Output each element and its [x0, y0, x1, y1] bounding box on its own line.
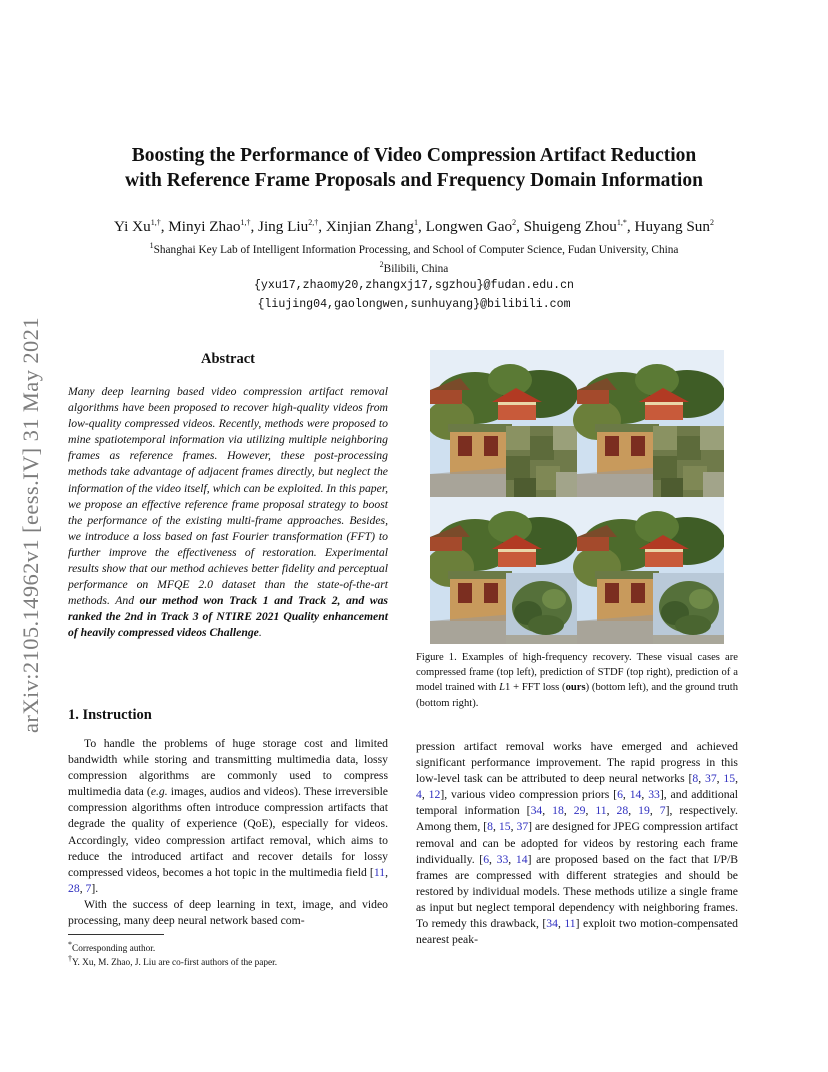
paragraph: With the success of deep learning in text, image, and video processing, many deep neural network based com-	[68, 897, 388, 928]
affiliation-1: $^1$Shanghai Key Lab of Intelligent Information Processing, and School of Computer Science, Fudan University, China	[149, 241, 679, 256]
author: Xinjian Zhang$^1$	[325, 218, 418, 236]
title-line-2: with Reference Frame Proposals and Frequency Domain Information	[125, 170, 703, 191]
footnote-1: *Corresponding author.	[68, 940, 156, 955]
figure-1-caption: Figure 1. Examples of high-frequency recovery. These visual cases are compressed frame (top left), prediction of STDF (top right), prediction of a model trained with L1 + FFT loss (ours) (bottom left), and the ground truth (bottom right).	[416, 652, 739, 709]
arxiv-id: arXiv:2105.14962v1 [eess.IV] 31 May 2021	[18, 317, 43, 733]
author: Jing Liu$^{2,\dagger}$	[258, 218, 319, 236]
author: Minyi Zhao$^{1,\dagger}$	[168, 218, 251, 236]
author: Longwen Gao$^2$	[425, 218, 517, 236]
title-line-1: Boosting the Performance of Video Compression Artifact Reduction	[131, 145, 697, 166]
author-list: Yi $Xu^{1,\dagger}$, Minyi Zhao$^{1,\dagger}$, Jing Liu$^{2,\dagger}$, Xinjian Zhang$^1$, Longwen Gao$^2$, Shuigeng Zhou$^{1,*}$, Huyang Sun$^2$	[113, 218, 714, 236]
abstract-heading: Abstract	[201, 351, 255, 367]
right-column-body: pression artifact removal works have emerged and achieved significant performance improvement. The rapid progress in this low-level task can be attributed to deep neural networks [8, 37, 15, 4, 12], various video compression priors [6, 14, 33], and additional temporal information [34, 18, 29, 11, 28, 19, 7], respectively. Among them, [8, 15, 37] are designed for JPEG compression artifact removal and can be adopted for videos by restoring each frame individually. [6, 33, 14] are proposed based on the fact that I/P/B frames are compressed with different strategies and should be restored by individual models. These methods utilize a single frame as input but neglect temporal dependency with neighboring frames. To remedy this drawback, [34, 11] exploit two motion-compensated nearest peak-	[416, 740, 739, 947]
author: Yi $Xu^{1,\dagger}$	[113, 218, 161, 236]
affiliation-2: $^2$Bilibili, China	[379, 260, 449, 275]
section-heading: 1. Instruction	[68, 707, 152, 723]
email-bilibili: {liujing04,gaolongwen,sunhuyang}@bilibili.com	[257, 298, 571, 311]
arxiv-stamp	[14, 280, 48, 770]
email-fudan: {yxu17,zhaomy20,zhangxj17,sgzhou}@fudan.edu.cn	[253, 279, 575, 292]
abstract-body: Many deep learning based video compression artifact removal algorithms have been proposed to recover high-quality videos from low-quality compressed videos. Recently, methods were proposed to mine spatiotemporal information via utilizing multiple neighboring frames as reference frames. However, these post-processing methods take advantage of adjacent frames directly, but neglect the information of the video itself, which can be exploited. In this paper, we propose an effective reference frame proposal strategy to boost the performance of the existing multi-frame approaches. Besides, we introduce a loss based on fast Fourier transformation (FFT) to further improve the effectiveness of restoration. Experimental results show that our method achieves better fidelity and perceptual performance on MFQE 2.0 dataset than the state-of-the-art methods. And our method won Track 1 and Track 2, and was ranked the 2nd in Track 3 of NTIRE 2021 Quality enhancement of heavily compressed videos Challenge.	[68, 385, 388, 640]
author: Shuigeng Zhou$^{1,*}$	[523, 218, 627, 236]
footnote-2: †Y. Xu, M. Zhao, J. Liu are co-first authors of the paper.	[68, 954, 278, 969]
section-body	[68, 736, 388, 929]
footnote-rule	[68, 934, 164, 935]
paragraph: To handle the problems of huge storage cost and limited bandwidth while storing and transmitting multimedia data, lossy compression algorithms are commonly used to compress multimedia data (e.g. images, audios and videos). These irreversible compression algorithms often introduce compression artifacts that degrade the quality of experience (QoE), especially for videos. Accordingly, video compression artifact removal, which aims to reduce the introduced artifact and recover details for lossy compressed videos, becomes a hot topic in the multimedia field [11, 28, 7].	[68, 737, 388, 895]
figure-1-image	[430, 350, 724, 644]
author: Huyang Sun$^2$	[634, 218, 714, 236]
paper-title	[60, 143, 768, 193]
